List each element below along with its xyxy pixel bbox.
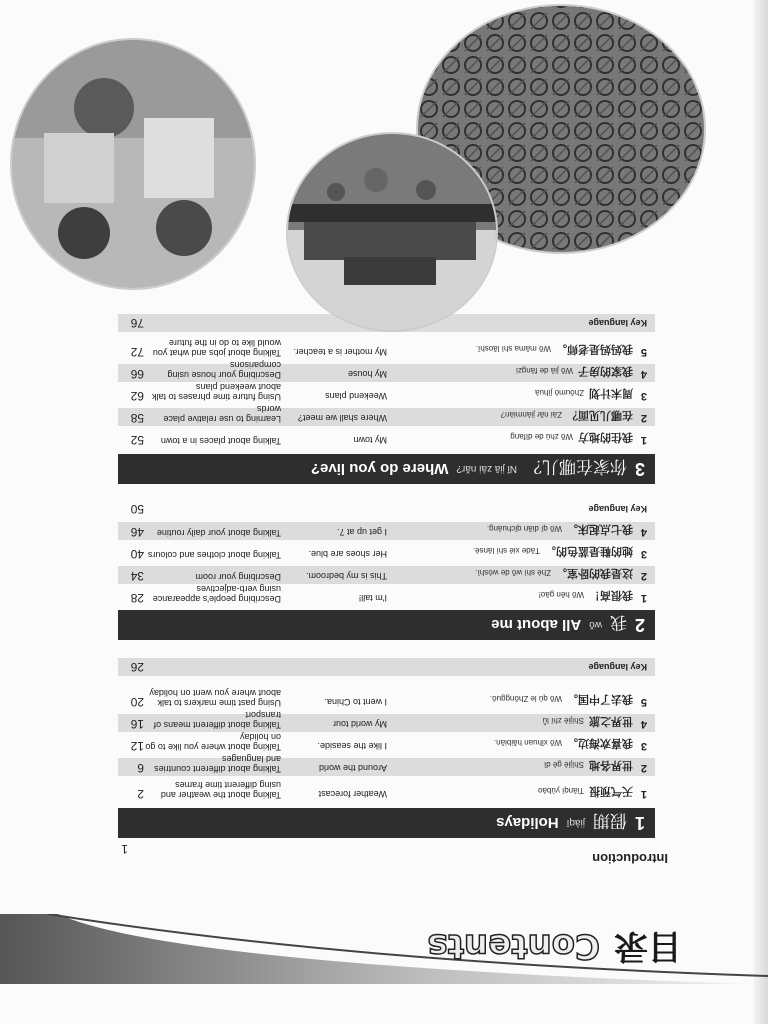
lesson-number: 1 [640,434,647,446]
lesson-title-en: Where shall we meet? [297,413,387,423]
lesson-page: 12 [130,739,144,753]
lesson-zh-text: 世界各地 [589,759,633,772]
lesson-page: 16 [130,717,144,731]
lesson-page: 66 [130,367,144,381]
lesson-title-en: My town [353,435,387,445]
lesson-row [118,544,655,562]
lesson-zh-text: 我七点起床。 [567,523,633,536]
lesson-pinyin: Shìjiè zhī lǚ [542,716,584,725]
lesson-row [118,710,655,732]
lesson-page: 62 [130,389,144,403]
contents-banner [0,914,768,1024]
unit-3-header [118,454,655,484]
lesson-pinyin: Wǒ xǐhuan hǎibiān. [493,738,562,747]
lesson-pinyin: Tāde xié shì lánsè. [472,546,540,555]
lesson-title-zh [539,588,633,604]
lesson-title-zh [543,714,633,730]
lesson-row [118,566,655,584]
lesson-title-zh [475,566,633,582]
photo-circle-children [10,38,256,290]
lesson-number: 4 [640,368,647,380]
lesson-topic: Describing your room [195,572,281,582]
lesson-title-en: I like the seaside. [317,741,387,751]
lesson-pinyin: Wǒ māma shì lǎoshī. [475,344,551,353]
lesson-topic: Talking about clothes and colours [147,550,281,560]
lesson-row [118,360,655,382]
key-language-label: Key language [588,504,647,514]
lesson-page: 46 [130,525,144,539]
lesson-row [118,404,655,426]
lesson-number: 4 [640,718,647,730]
lesson-page: 2 [137,787,144,801]
lesson-zh-text: 周末计划 [589,387,633,400]
key-language-label: Key language [588,318,647,328]
key-language-page: 50 [130,502,144,516]
key-language-page: 76 [130,316,144,330]
lesson-title-zh [476,342,633,358]
unit-title-pinyin: jiàqī [566,817,585,829]
lesson-zh-text: 我妈妈是老师。 [556,343,633,356]
lesson-pinyin: Wǒ hěn gāo! [538,590,584,599]
unit-2-header [118,610,655,640]
unit-title-en: All about me [491,616,582,634]
lesson-topic: Using future time phrases to talk about weekend plans [151,382,281,402]
lesson-title-zh [490,692,633,708]
lesson-zh-text: 我喜欢海边。 [567,737,633,750]
lesson-page: 28 [130,591,144,605]
unit-number: 2 [634,615,645,636]
lesson-page: 72 [130,345,144,359]
lesson-topic: Describing people's appearance using verb-adjectives [152,584,281,604]
contents-title-zh: 目录 [614,926,682,966]
lesson-number: 3 [640,548,647,560]
contents-title [427,925,682,974]
lesson-number: 4 [640,526,647,538]
lesson-title-zh [510,430,633,446]
unit-title-zh: 假期 [592,810,627,831]
lesson-row [118,778,655,802]
lesson-zh-text: 在哪儿见面？ [567,409,633,422]
lesson-pinyin: Wǒ zhù de dìfang [510,432,573,441]
lesson-title-zh [535,386,633,402]
photo-circle-tiananmen [286,132,498,332]
lesson-number: 1 [640,592,647,604]
unit-1-header [118,808,655,838]
lesson-row [118,686,655,710]
unit-title-zh: 你家在哪儿？ [524,456,627,477]
tiananmen-image [286,132,496,330]
lesson-page: 20 [130,695,144,709]
lesson-title-en: My house [347,369,387,379]
lesson-zh-text: 我家的房子 [578,365,633,378]
lesson-page: 40 [130,547,144,561]
lesson-zh-text: 世界之旅 [589,715,633,728]
lesson-topic: Talking about different means of transport [153,710,281,730]
unit-title-pinyin: wǒ [589,619,602,631]
lesson-pinyin: Zhōumò jìhuà [535,388,584,397]
lesson-pinyin: Zhè shì wǒ de wòshì. [475,568,551,577]
lesson-title-en: My mother is a teacher. [293,347,387,357]
lesson-page: 6 [137,761,144,775]
lesson-title-en: Her shoes are blue. [308,549,387,559]
lesson-topic: Talking about where you like to go on holiday [145,732,281,752]
lesson-title-zh [501,408,633,424]
lesson-zh-text: 我住的地方 [578,431,633,444]
lesson-row [118,336,655,360]
lesson-page: 58 [130,411,144,425]
lesson-number: 1 [640,788,647,800]
key-language-row [118,500,655,518]
unit-number: 3 [634,459,645,480]
key-language-label: Key language [588,662,647,672]
lesson-title-zh [544,758,633,774]
lesson-pinyin: Shìjiè gè dì [543,760,584,769]
unit-title-en: Holidays [496,814,559,832]
key-language-row [118,658,655,676]
children-image [10,38,254,288]
lesson-pinyin: Wǒ qī diǎn qǐchuáng. [486,524,562,533]
key-language-page: 26 [130,660,144,674]
lesson-row [118,522,655,540]
lesson-number: 2 [640,412,647,424]
lesson-title-zh [516,364,633,380]
lesson-pinyin: Wǒ qù le Zhōngguó. [489,694,562,703]
lesson-number: 3 [640,740,647,752]
lesson-pinyin: Zài nǎr jiànmiàn? [500,410,562,419]
introduction-label: Introduction [592,851,668,866]
unit-number: 1 [634,813,645,834]
lesson-title-zh [538,784,633,800]
lesson-topic: Talking about different countries and languages [154,754,281,774]
lesson-topic: Talking about jobs and what you would like to do in the future [152,338,281,358]
lesson-title-en: This is my bedroom. [305,571,387,581]
lesson-zh-text: 我去了中国。 [567,693,633,706]
lesson-row [118,382,655,404]
lesson-zh-text: 她的鞋是蓝色的。 [545,545,633,558]
lesson-title-en: Around the world [318,763,387,773]
lesson-topic: Talking about your daily routine [156,528,281,538]
lesson-pinyin: Tiānqì yùbào [538,786,584,795]
lesson-title-en: Weekend plans [325,391,387,401]
lesson-page: 34 [130,569,144,583]
lesson-title-zh [473,544,633,560]
introduction-page-number: 1 [121,842,128,856]
contents-title-en: Contents [427,926,600,966]
lesson-zh-text: 我很高！ [589,589,633,602]
unit-title-en: Where do you live? [310,460,449,478]
page-edge-shadow [754,0,768,1024]
lesson-topic: Talking about places in a town [160,436,281,446]
lesson-row [118,732,655,754]
lesson-topic: Using past time markers to talk about where you went on holiday [149,688,281,708]
lesson-zh-text: 这是我的卧室。 [556,567,633,580]
lesson-number: 2 [640,570,647,582]
lesson-title-en: I get up at 7. [336,527,387,537]
unit-title-pinyin: Nǐ jiā zài nǎr? [456,463,517,475]
lesson-zh-text: 天气预报 [589,785,633,798]
lesson-topic: Describing your house using comparisons [167,360,281,380]
unit-title-zh: 我 [609,612,627,633]
lesson-row [118,584,655,606]
lesson-number: 5 [640,696,647,708]
lesson-title-en: My world tour [332,719,387,729]
lesson-pinyin: Wǒ jiā de fángzi [516,366,573,375]
lesson-page: 52 [130,433,144,447]
lesson-topic: Learning to use relative place words [163,404,281,424]
lesson-number: 2 [640,762,647,774]
lesson-title-zh [487,522,633,538]
lesson-number: 3 [640,390,647,402]
lesson-topic: Talking about the weather and using different time frames [160,780,281,800]
lesson-title-en: I'm tall! [358,593,387,603]
lesson-title-en: I went to China. [324,697,387,707]
lesson-title-en: Weather forecast [318,789,387,799]
lesson-row [118,754,655,776]
lesson-row [118,430,655,448]
lesson-number: 5 [640,346,647,358]
lesson-title-zh [494,736,633,752]
